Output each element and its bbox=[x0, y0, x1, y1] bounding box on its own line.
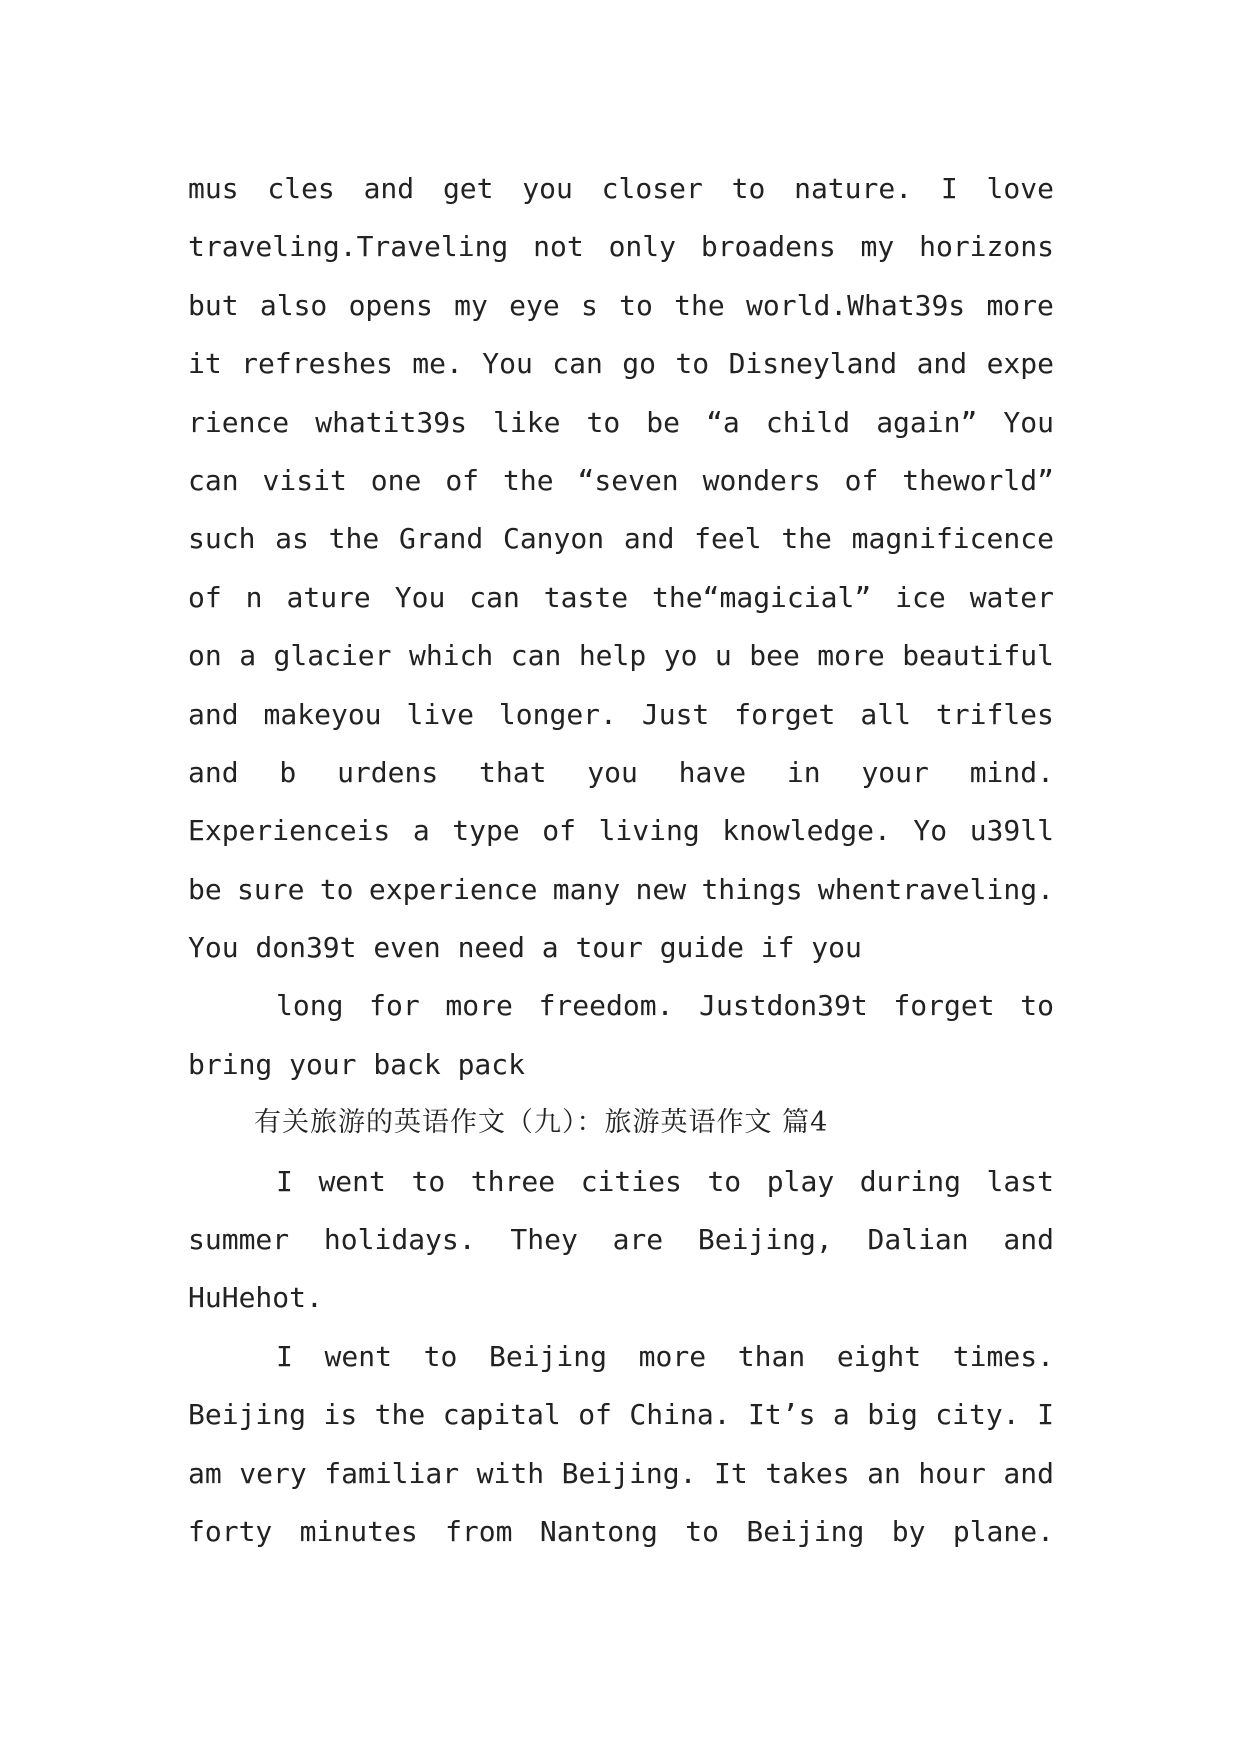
word: cities bbox=[580, 1164, 682, 1198]
word: you bbox=[811, 931, 862, 965]
word: more bbox=[817, 639, 885, 673]
word: can bbox=[510, 639, 562, 673]
word: to bbox=[586, 405, 621, 439]
word: the bbox=[781, 522, 832, 556]
text-line bbox=[188, 627, 1054, 685]
word: It bbox=[714, 1456, 748, 1490]
word: also bbox=[259, 288, 328, 322]
word: broadens bbox=[700, 230, 836, 264]
word: it bbox=[188, 347, 222, 381]
word: Just bbox=[641, 697, 710, 731]
word: ature bbox=[286, 580, 371, 614]
text-line bbox=[188, 1386, 1054, 1444]
word: to bbox=[1020, 989, 1054, 1023]
word: have bbox=[678, 755, 747, 789]
word: eye bbox=[509, 288, 560, 322]
word: big bbox=[867, 1398, 918, 1432]
word: to bbox=[319, 872, 354, 906]
word: the bbox=[674, 288, 725, 322]
word: with bbox=[476, 1456, 545, 1490]
word: familiar bbox=[324, 1456, 460, 1490]
word: mus bbox=[188, 172, 239, 205]
word: traveling.Traveling bbox=[188, 230, 509, 264]
word: and bbox=[188, 697, 239, 731]
word: I bbox=[1037, 1398, 1054, 1432]
word: rience bbox=[188, 405, 290, 439]
word: your bbox=[861, 755, 929, 789]
body-text bbox=[188, 160, 1054, 1561]
word: Beijing, bbox=[697, 1223, 833, 1257]
word: me. bbox=[412, 347, 463, 381]
word: hour bbox=[918, 1456, 986, 1490]
text-line bbox=[188, 977, 1054, 1035]
word: and bbox=[188, 755, 239, 789]
text-line bbox=[188, 802, 1054, 860]
word: beautiful bbox=[902, 639, 1054, 673]
text-line bbox=[188, 1211, 1054, 1269]
word: Beijing bbox=[746, 1514, 865, 1548]
word: the bbox=[374, 1398, 426, 1432]
word: u39ll bbox=[969, 814, 1054, 848]
word: guide bbox=[659, 931, 744, 965]
word: Yo bbox=[913, 814, 948, 848]
word: living bbox=[598, 814, 700, 848]
text-line bbox=[188, 861, 1054, 919]
text-line bbox=[188, 452, 1054, 510]
word: world.What39s bbox=[746, 288, 966, 322]
word: wonders bbox=[702, 463, 821, 497]
word: China. bbox=[629, 1398, 731, 1432]
word: summer bbox=[188, 1223, 290, 1257]
word: feel bbox=[694, 522, 762, 556]
text-line bbox=[188, 686, 1054, 744]
word: forty bbox=[188, 1514, 273, 1548]
word: freedom. bbox=[538, 989, 674, 1023]
word: theworld” bbox=[902, 463, 1054, 497]
word: am bbox=[188, 1456, 222, 1490]
text-line bbox=[188, 394, 1054, 452]
word: one bbox=[370, 463, 422, 497]
word: You bbox=[394, 580, 446, 614]
word: three bbox=[470, 1164, 556, 1198]
word: visit bbox=[262, 463, 347, 497]
word: help bbox=[578, 639, 647, 673]
word: Grand bbox=[398, 522, 484, 556]
word: forget bbox=[893, 989, 995, 1023]
word: but bbox=[188, 288, 239, 322]
word: closer bbox=[601, 172, 703, 205]
section-heading: 有关旅游的英语作文（九）：旅游英语作文 篇4 bbox=[254, 1107, 829, 1139]
word: my bbox=[454, 288, 488, 322]
word: Beijing bbox=[488, 1339, 607, 1373]
text-line bbox=[188, 160, 1054, 218]
word: sure bbox=[237, 872, 305, 906]
word: They bbox=[510, 1223, 578, 1257]
word: very bbox=[239, 1456, 307, 1490]
word: knowledge. bbox=[722, 814, 891, 848]
word: a bbox=[239, 639, 257, 673]
text-line bbox=[188, 335, 1054, 393]
word: whentraveling. bbox=[817, 872, 1054, 906]
word: to bbox=[619, 288, 653, 322]
word: Nantong bbox=[539, 1514, 658, 1548]
word: HuHehot. bbox=[188, 1281, 323, 1315]
word: “seven bbox=[577, 463, 679, 497]
word: to bbox=[685, 1514, 719, 1548]
word: s bbox=[581, 288, 598, 322]
word: I bbox=[276, 1339, 293, 1373]
word: city. bbox=[935, 1398, 1020, 1432]
word: than bbox=[737, 1339, 806, 1373]
word: times. bbox=[952, 1339, 1054, 1373]
word: your bbox=[289, 1047, 357, 1081]
word: get bbox=[442, 172, 494, 205]
word: of bbox=[844, 463, 879, 497]
word: of bbox=[445, 463, 480, 497]
word: of bbox=[188, 580, 222, 614]
word: ice bbox=[895, 580, 946, 614]
word: like bbox=[493, 405, 561, 439]
word: is bbox=[323, 1398, 358, 1432]
word: the“magicial” bbox=[652, 580, 872, 614]
word: need bbox=[457, 931, 525, 965]
word: to bbox=[423, 1339, 458, 1373]
word: and bbox=[916, 347, 968, 381]
text-line bbox=[188, 744, 1054, 802]
word: You bbox=[482, 347, 533, 381]
word: to bbox=[675, 347, 710, 381]
word: water bbox=[969, 580, 1054, 614]
word: Dalian bbox=[867, 1223, 969, 1257]
word: bring bbox=[188, 1047, 273, 1081]
word: tour bbox=[575, 931, 643, 965]
word: glacier bbox=[273, 639, 392, 673]
word: more bbox=[638, 1339, 707, 1373]
text-line bbox=[188, 510, 1054, 568]
word: not bbox=[533, 230, 584, 264]
word: trifles bbox=[935, 697, 1054, 731]
word: went bbox=[318, 1164, 386, 1198]
word: child bbox=[765, 405, 851, 439]
word: eight bbox=[836, 1339, 922, 1373]
word: to bbox=[411, 1164, 446, 1198]
word: be bbox=[188, 872, 222, 906]
word: a bbox=[541, 931, 559, 965]
word: the bbox=[328, 522, 380, 556]
word: more bbox=[445, 989, 513, 1023]
word: magnificence bbox=[851, 522, 1054, 556]
word: such bbox=[188, 522, 256, 556]
word: last bbox=[986, 1164, 1054, 1198]
word: love bbox=[986, 172, 1054, 205]
word: longer. bbox=[498, 697, 617, 731]
word: of bbox=[578, 1398, 612, 1432]
word: of bbox=[542, 814, 576, 848]
word: and bbox=[1003, 1223, 1054, 1257]
word: can bbox=[552, 347, 603, 381]
word: holidays. bbox=[323, 1223, 476, 1257]
text-line bbox=[188, 569, 1054, 627]
word: and bbox=[623, 522, 675, 556]
word: pack bbox=[457, 1047, 525, 1081]
word: a bbox=[412, 814, 430, 848]
word: again” bbox=[876, 405, 978, 439]
word: yo bbox=[663, 639, 698, 673]
word: play bbox=[766, 1164, 835, 1198]
word: whatit39s bbox=[315, 405, 467, 439]
word: capital bbox=[442, 1398, 561, 1432]
word: forget bbox=[734, 697, 836, 731]
word: minutes bbox=[299, 1514, 418, 1548]
word: my bbox=[860, 230, 895, 264]
word: b bbox=[279, 755, 297, 789]
word: You bbox=[188, 931, 239, 965]
word: opens bbox=[348, 288, 433, 322]
word: are bbox=[612, 1223, 664, 1257]
word: you bbox=[587, 755, 638, 789]
word: “a bbox=[706, 405, 740, 439]
word: you bbox=[522, 172, 573, 205]
text-line bbox=[188, 1445, 1054, 1503]
word: an bbox=[867, 1456, 901, 1490]
word: long bbox=[276, 989, 344, 1023]
word: on bbox=[188, 639, 222, 673]
word: go bbox=[622, 347, 656, 381]
word: all bbox=[860, 697, 911, 731]
word: mind. bbox=[969, 755, 1054, 789]
word: experience bbox=[368, 872, 538, 906]
word: only bbox=[608, 230, 676, 264]
text-line bbox=[188, 1503, 1054, 1561]
word: horizons bbox=[919, 230, 1054, 264]
word: which bbox=[409, 639, 494, 673]
word: a bbox=[832, 1398, 850, 1432]
word: Beijing bbox=[188, 1398, 307, 1432]
word: Canyon bbox=[502, 522, 605, 556]
word: things bbox=[701, 872, 803, 906]
word: Beijing. bbox=[561, 1456, 697, 1490]
word: Justdon39t bbox=[699, 989, 868, 1023]
word: in bbox=[786, 755, 821, 789]
word: that bbox=[479, 755, 547, 789]
text-line bbox=[188, 1269, 1054, 1327]
word: plane. bbox=[952, 1514, 1054, 1548]
word: the bbox=[502, 463, 554, 497]
word: n bbox=[245, 580, 263, 614]
word: expe bbox=[986, 347, 1054, 381]
word: as bbox=[275, 522, 309, 556]
word: Disneyland bbox=[728, 347, 898, 381]
word: and bbox=[363, 172, 415, 205]
word: more bbox=[986, 288, 1054, 322]
word: makeyou bbox=[263, 697, 382, 731]
text-line bbox=[188, 277, 1054, 335]
word: be bbox=[646, 405, 680, 439]
text-line bbox=[188, 919, 1054, 977]
word: type bbox=[452, 814, 520, 848]
word: and bbox=[1003, 1456, 1054, 1490]
text-line bbox=[188, 1036, 1054, 1094]
word: urdens bbox=[337, 755, 439, 789]
word: Experienceis bbox=[188, 814, 391, 848]
word: to bbox=[731, 172, 766, 205]
word: bee bbox=[749, 639, 800, 673]
text-line bbox=[188, 218, 1054, 276]
word: even bbox=[373, 931, 441, 965]
text-line bbox=[188, 1328, 1054, 1386]
word: for bbox=[369, 989, 420, 1023]
word: went bbox=[324, 1339, 392, 1373]
word: I bbox=[940, 172, 958, 205]
word: refreshes bbox=[241, 347, 393, 381]
word: You bbox=[1003, 405, 1054, 439]
word: I bbox=[276, 1164, 293, 1198]
word: new bbox=[635, 872, 687, 906]
word: to bbox=[707, 1164, 742, 1198]
word: don39t bbox=[255, 931, 357, 965]
text-line bbox=[188, 1153, 1054, 1211]
word: back bbox=[373, 1047, 441, 1081]
word: u bbox=[714, 639, 732, 673]
word: taste bbox=[543, 580, 629, 614]
word: can bbox=[469, 580, 520, 614]
word: takes bbox=[765, 1456, 850, 1490]
word: from bbox=[445, 1514, 513, 1548]
word: nature. bbox=[794, 172, 913, 205]
word: during bbox=[859, 1164, 961, 1198]
word: cles bbox=[267, 172, 335, 205]
word: can bbox=[188, 463, 239, 497]
word: if bbox=[760, 931, 795, 965]
word: many bbox=[552, 872, 621, 906]
word: live bbox=[406, 697, 474, 731]
word: It’s bbox=[748, 1398, 816, 1432]
word: by bbox=[891, 1514, 926, 1548]
